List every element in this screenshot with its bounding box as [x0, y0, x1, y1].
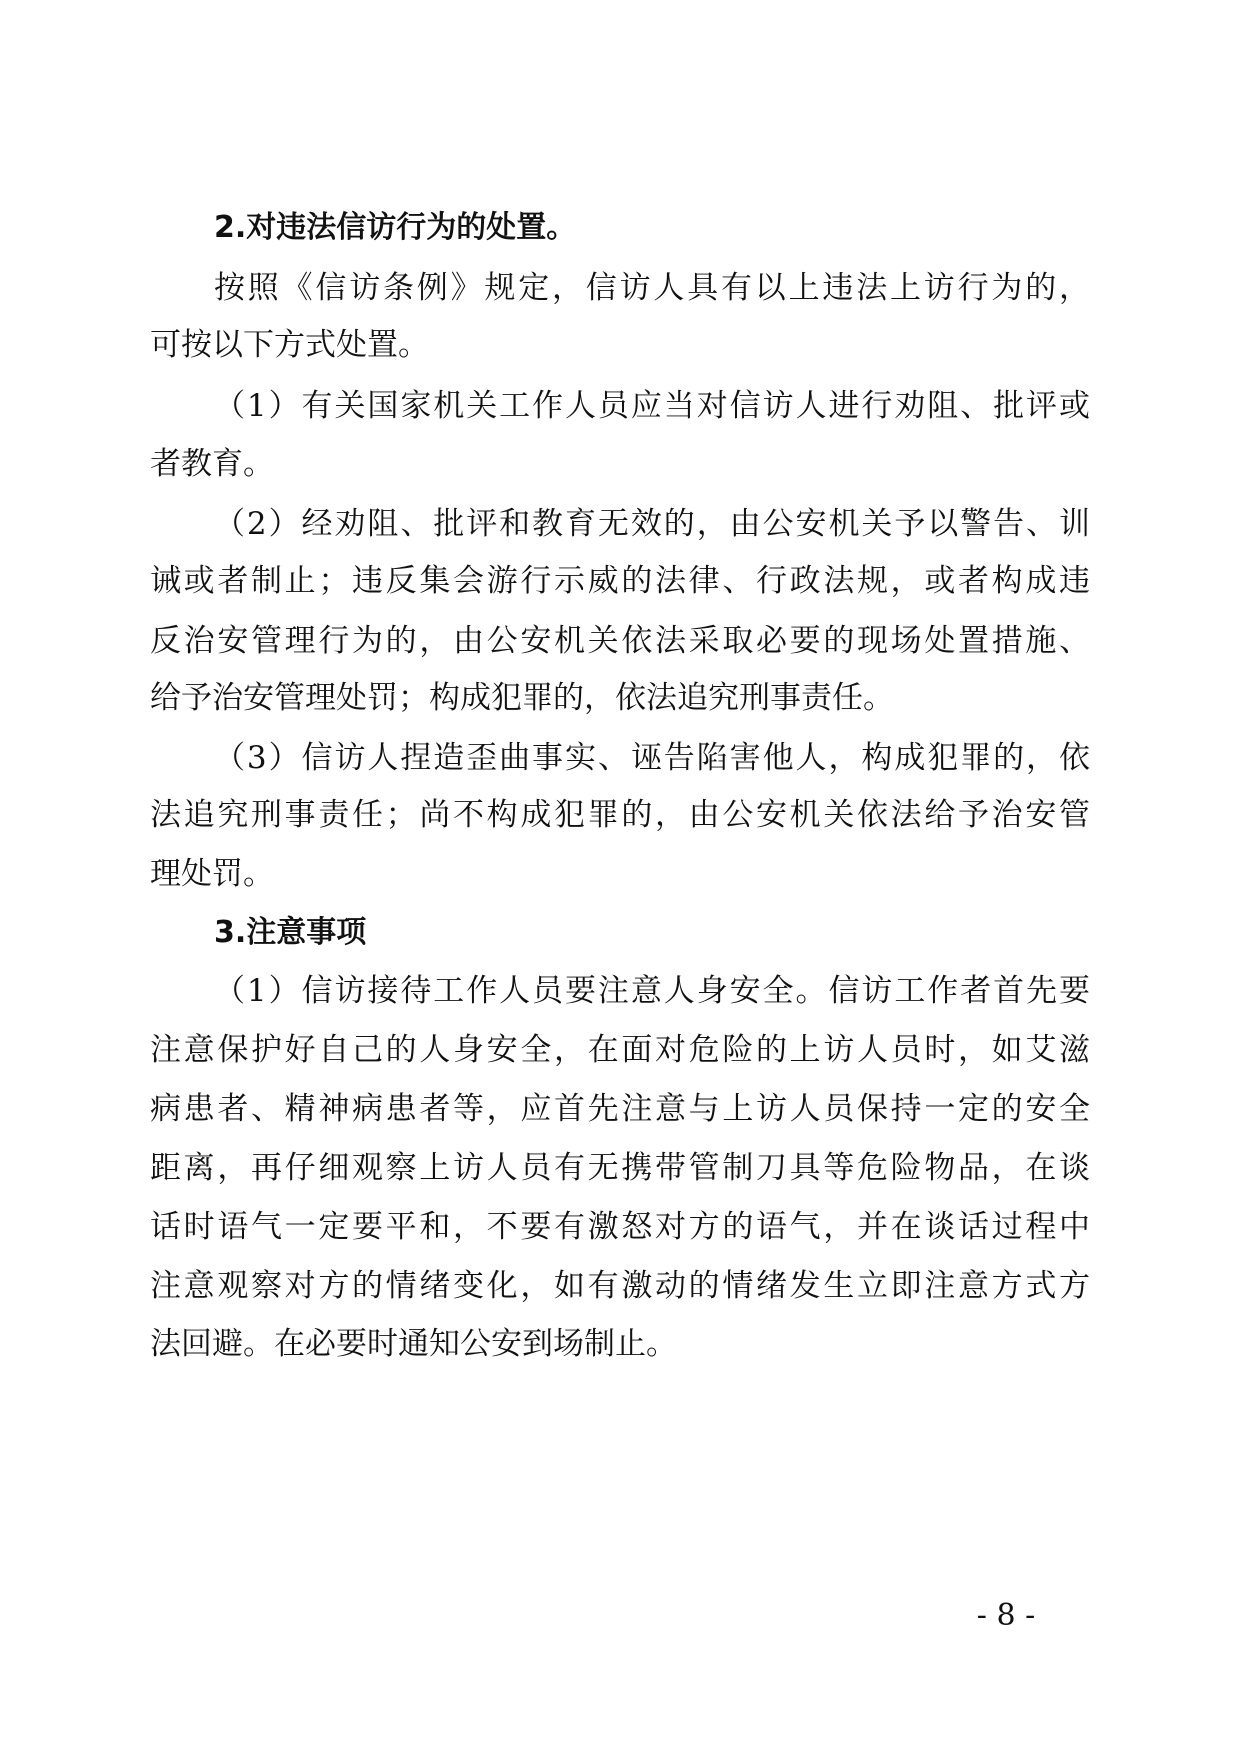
page-number: - 8 -: [976, 1598, 1036, 1633]
paragraph-line: （1）有关国家机关工作人员应当对信访人进行劝阻、批评或: [214, 388, 1090, 424]
paragraph-line: 理处罚。: [150, 856, 274, 892]
paragraph-line: 距离，再仔细观察上访人员有无携带管制刀具等危险物品，在谈: [150, 1150, 1090, 1186]
paragraph-line: 病患者、精神病患者等，应首先注意与上访人员保持一定的安全: [150, 1091, 1090, 1127]
paragraph-line: （1）信访接待工作人员要注意人身安全。信访工作者首先要: [214, 973, 1090, 1009]
paragraph-line: 给予治安管理处罚；构成犯罪的，依法追究刑事责任。: [150, 680, 894, 716]
section-heading-2: 2.对违法信访行为的处置。: [214, 210, 577, 245]
paragraph-line: 按照《信访条例》规定，信访人具有以上违法上访行为的，: [214, 270, 1090, 306]
paragraph-line: 话时语气一定要平和，不要有激怒对方的语气，并在谈话过程中: [150, 1209, 1090, 1245]
paragraph-line: 法回避。在必要时通知公安到场制止。: [150, 1326, 677, 1362]
paragraph-line: 诫或者制止；违反集会游行示威的法律、行政法规，或者构成违: [150, 563, 1090, 599]
section-heading-3: 3.注意事项: [214, 915, 367, 950]
paragraph-line: 可按以下方式处置。: [150, 327, 429, 363]
paragraph-line: （3）信访人捏造歪曲事实、诬告陷害他人，构成犯罪的，依: [214, 740, 1090, 776]
paragraph-line: 法追究刑事责任；尚不构成犯罪的，由公安机关依法给予治安管: [150, 797, 1090, 833]
paragraph-line: 者教育。: [150, 446, 274, 482]
paragraph-line: 注意保护好自己的人身安全，在面对危险的上访人员时，如艾滋: [150, 1032, 1090, 1068]
paragraph-line: 反治安管理行为的，由公安机关依法采取必要的现场处置措施、: [150, 623, 1090, 659]
paragraph-line: 注意观察对方的情绪变化，如有激动的情绪发生立即注意方式方: [150, 1268, 1090, 1304]
paragraph-line: （2）经劝阻、批评和教育无效的，由公安机关予以警告、训: [214, 506, 1090, 542]
